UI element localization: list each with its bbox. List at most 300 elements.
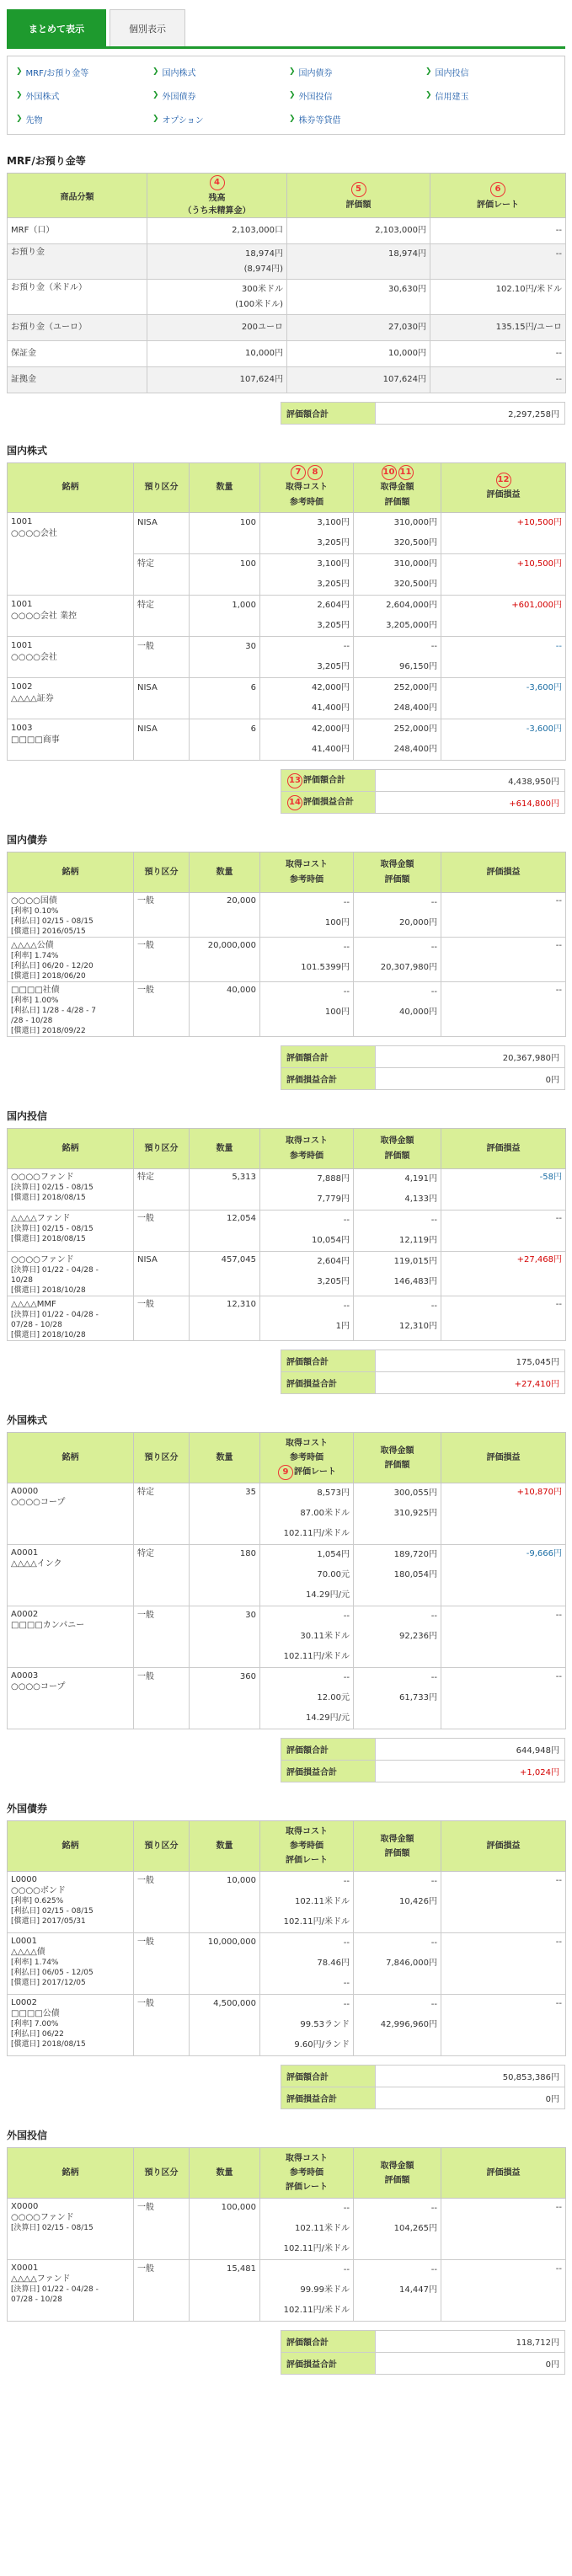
multi-value	[357, 1296, 437, 1337]
quantity: 20,000	[190, 893, 260, 938]
chevron-right-icon: ❯	[425, 67, 432, 76]
security-title[interactable]: ○○○○ボンド	[11, 1886, 66, 1895]
security-title[interactable]: △△△△ファンド	[11, 2274, 71, 2284]
summary-row	[281, 1372, 565, 1394]
value-line: 104,265円	[393, 2224, 437, 2233]
security-title[interactable]: ○○○○会社	[11, 529, 57, 538]
value-line: 42,996,960円	[380, 2020, 437, 2029]
balance: 10,000円	[245, 349, 283, 358]
menu-link[interactable]	[152, 63, 289, 80]
summary-label-text: 評価損益合計	[286, 1380, 337, 1389]
value-line: --	[343, 642, 350, 651]
multi-value	[357, 1606, 437, 1647]
cost-cell	[260, 938, 354, 982]
value-line: 87.00米ドル	[300, 1509, 350, 1518]
table-row	[8, 244, 566, 280]
summary-label-text: 評価額合計	[286, 2073, 329, 2082]
summary-label-text: 評価損益合計	[286, 2360, 337, 2370]
security-code: A0000	[11, 1487, 39, 1496]
security-name	[8, 1169, 134, 1211]
table-row	[8, 1296, 566, 1341]
account-type: NISA	[134, 1252, 190, 1296]
header-text: 参考時価	[290, 498, 323, 507]
chevron-right-icon: ❯	[289, 67, 296, 76]
header-cell	[260, 463, 354, 513]
multi-value	[357, 1252, 437, 1292]
security-title[interactable]: ○○○○ファンド	[11, 1173, 74, 1182]
value-line: 310,000円	[393, 518, 437, 527]
menu-link-label: 外国投信	[298, 92, 333, 102]
value-line: 20,307,980円	[380, 963, 437, 972]
multi-value	[357, 2199, 437, 2239]
summary-label	[281, 2087, 376, 2109]
value-line: 96,150円	[399, 662, 437, 671]
amount-cell	[354, 1872, 441, 1933]
value-line: 3,205,000円	[386, 621, 437, 630]
header-cell	[134, 852, 190, 893]
security-title[interactable]: ○○○○国債	[11, 896, 57, 906]
account-type: 特定	[134, 1169, 190, 1211]
header-cell	[441, 852, 566, 893]
multi-value	[264, 1872, 350, 1932]
security-name	[8, 637, 134, 678]
value-line: --	[343, 1938, 350, 1948]
value-line: 40,000円	[399, 1007, 437, 1017]
profit-loss: --	[441, 1211, 566, 1252]
security-title[interactable]: △△△△インク	[11, 1559, 62, 1569]
profit-loss: --	[441, 1296, 566, 1341]
security-title[interactable]: ○○○○ファンド	[11, 1255, 74, 1264]
summary-label	[281, 1761, 376, 1782]
summary-value: +1,024円	[376, 1761, 565, 1782]
security-detail: [利率] 7.00%	[11, 2020, 59, 2028]
value-line: --	[343, 898, 350, 907]
quantity: 20,000,000	[190, 938, 260, 982]
mrf-title: MRF/お預り金等	[7, 155, 86, 167]
value-line: 14.29円/元	[306, 1713, 350, 1723]
multi-value	[264, 1606, 350, 1667]
security-name	[8, 1995, 134, 2056]
profit-loss: --	[441, 982, 566, 1037]
value-line: 300,055円	[393, 1488, 437, 1498]
value-line: 3,100円	[317, 559, 350, 569]
profit-loss: +10,500円	[441, 513, 566, 554]
security-code: L0000	[11, 1875, 38, 1884]
quantity: 457,045	[190, 1252, 260, 1296]
value-line: --	[343, 1877, 350, 1886]
value-line: 3,100円	[317, 518, 350, 527]
value-line: 102.11円/米ドル	[283, 1652, 350, 1661]
header-cell	[354, 463, 441, 513]
account-type: 一般	[134, 1296, 190, 1341]
rate: --	[430, 244, 566, 280]
value-line: 41,400円	[312, 703, 350, 713]
value-line: --	[343, 1979, 350, 1988]
product-name: 証拠金	[8, 367, 147, 393]
security-detail: [償還日] 2018/10/28	[11, 1286, 86, 1295]
menu-link-label: 国内債券	[298, 68, 333, 78]
security-name	[8, 1668, 134, 1729]
value-line: 310,000円	[393, 559, 437, 569]
security-detail: [償還日] 2018/09/22	[11, 1027, 86, 1035]
header-text: 預り区分	[144, 483, 179, 492]
summary-table	[281, 1349, 565, 1394]
value-line: 61,733円	[399, 1693, 437, 1702]
security-name	[8, 513, 134, 596]
header-text: 評価損益	[486, 867, 521, 877]
value-line: 7,846,000円	[386, 1959, 437, 1968]
amount-cell	[354, 1483, 441, 1545]
cost-cell	[260, 1483, 354, 1545]
value-line: 14,447円	[399, 2285, 437, 2295]
value-line: 42,000円	[312, 724, 350, 734]
security-detail: 10/28	[11, 1276, 33, 1285]
multi-value	[357, 1169, 437, 1210]
quantity: 40,000	[190, 982, 260, 1037]
security-name	[8, 1872, 134, 1933]
summary-label-text: 評価損益合計	[286, 1076, 337, 1085]
value-line: 248,400円	[393, 703, 437, 713]
balance: 107,624円	[239, 375, 283, 384]
cost-cell	[260, 1872, 354, 1933]
multi-value	[264, 678, 350, 719]
quantity: 30	[190, 1606, 260, 1668]
annotation-marker: 5	[351, 182, 366, 197]
security-detail: [決算日] 01/22 - 04/28 -	[11, 1311, 99, 1319]
amount-cell	[354, 678, 441, 719]
security-detail: [決算日] 02/15 - 08/15	[11, 2224, 94, 2232]
security-title[interactable]: △△△△MMF	[11, 1300, 56, 1309]
header-cell	[190, 852, 260, 893]
value-line: 3,205円	[317, 580, 350, 589]
menu-link[interactable]	[289, 110, 425, 127]
multi-value	[264, 637, 350, 677]
menu-link-label: 信用建玉	[435, 92, 469, 102]
value-line: 4,133円	[404, 1194, 437, 1204]
menu-link[interactable]	[16, 87, 152, 104]
balance: 300米ドル	[241, 285, 283, 294]
header-cell: 商品分類	[8, 174, 147, 218]
menu-link-label: 外国債券	[162, 92, 196, 102]
amount-cell	[354, 982, 441, 1037]
security-name	[8, 1252, 134, 1296]
valuation: 18,974円	[287, 244, 430, 280]
security-detail: [利率] 1.74%	[11, 1959, 59, 1967]
profit-loss: --	[441, 2199, 566, 2260]
header-text: 取得コスト	[286, 1827, 328, 1836]
summary-value: 0円	[376, 2087, 565, 2109]
value-line: --	[430, 642, 437, 651]
product-name: 保証金	[8, 341, 147, 367]
amount-cell	[354, 1995, 441, 2056]
summary-label	[281, 1350, 376, 1372]
table-row	[8, 513, 566, 554]
security-detail: [利払日] 06/05 - 12/05	[11, 1969, 94, 1977]
summary-row	[281, 1350, 565, 1372]
menu-link[interactable]	[16, 63, 152, 80]
security-name	[8, 678, 134, 719]
domestic-bond-title: 国内債券	[7, 834, 48, 846]
account-type: 一般	[134, 893, 190, 938]
product-menu	[7, 56, 565, 135]
security-title[interactable]: ○○○○コープ	[11, 1682, 66, 1692]
summary-label	[281, 770, 376, 792]
security-detail: [決算日] 02/15 - 08/15	[11, 1225, 94, 1233]
header-cell	[354, 2148, 441, 2199]
summary-label-text: 評価額合計	[303, 776, 345, 785]
tab-individual[interactable]: 個別表示	[110, 9, 185, 46]
security-title[interactable]: □□□□カンパニー	[11, 1621, 85, 1630]
header-text: 銘柄	[61, 2168, 79, 2178]
annotation-marker: 6	[490, 182, 505, 197]
value-line: --	[343, 987, 350, 997]
summary-row	[281, 403, 565, 425]
cost-cell	[260, 637, 354, 678]
profit-loss: +27,468円	[441, 1252, 566, 1296]
security-title[interactable]: △△△△公債	[11, 941, 54, 950]
valuation: 107,624円	[287, 367, 430, 393]
summary-table	[281, 1045, 565, 1090]
product-name: お預り金（ユーロ）	[8, 315, 147, 341]
menu-link[interactable]	[152, 87, 289, 104]
value-line: --	[430, 2204, 437, 2213]
header-cell	[260, 1433, 354, 1483]
security-detail: [決算日] 01/22 - 04/28 -	[11, 2285, 99, 2294]
security-title[interactable]: ○○○○コープ	[11, 1498, 66, 1507]
value-line: 99.99米ドル	[300, 2285, 350, 2295]
multi-value	[264, 1995, 350, 2055]
security-detail: [利払日] 06/20 - 12/20	[11, 962, 94, 970]
multi-value	[264, 596, 350, 636]
security-code: 1001	[11, 517, 33, 526]
security-detail: 07/28 - 10/28	[11, 1321, 62, 1329]
annotation-marker: 8	[307, 465, 323, 480]
header-text: 評価額	[384, 2175, 410, 2185]
quantity: 12,054	[190, 1211, 260, 1252]
summary-value: 2,297,258円	[376, 403, 565, 425]
value-line: 9.60円/ランド	[294, 2040, 350, 2050]
value-line: --	[430, 1216, 437, 1225]
amount-cell	[354, 719, 441, 761]
header-cell	[147, 174, 287, 218]
header-text: 数量	[216, 1453, 233, 1462]
cost-cell	[260, 1296, 354, 1341]
multi-value	[264, 1296, 350, 1337]
security-title[interactable]: ○○○○ファンド	[11, 2213, 74, 2222]
quantity: 6	[190, 678, 260, 719]
cost-cell	[260, 1933, 354, 1995]
header-text: 数量	[216, 1143, 233, 1153]
table-header	[8, 1129, 566, 1169]
header-text: 取得金額	[380, 1446, 414, 1456]
multi-value	[264, 1169, 350, 1210]
amount-cell	[354, 1296, 441, 1341]
value-line: --	[430, 1673, 437, 1682]
header-cell	[190, 2148, 260, 2199]
header-text: 取得金額	[380, 483, 414, 492]
value-line: 1,054円	[317, 1550, 350, 1559]
value-line: 99.53ランド	[300, 2020, 350, 2029]
menu-link[interactable]	[289, 87, 425, 104]
domestic-stock-title: 国内株式	[7, 445, 48, 457]
security-title[interactable]: □□□□社債	[11, 986, 60, 995]
cost-cell	[260, 678, 354, 719]
header-cell	[134, 1433, 190, 1483]
value-line: 30.11米ドル	[300, 1632, 350, 1641]
security-title[interactable]: △△△△証券	[11, 694, 54, 703]
value-line: --	[343, 1611, 350, 1621]
foreign-fund-table	[7, 2147, 566, 2322]
value-line: 3,205円	[317, 1277, 350, 1286]
menu-link[interactable]	[16, 110, 152, 127]
summary-value: 118,712円	[376, 2331, 565, 2353]
security-title[interactable]: △△△△債	[11, 1948, 45, 1957]
amount-cell	[354, 1933, 441, 1995]
security-detail: [利率] 0.625%	[11, 1897, 64, 1905]
annotation-marker: 9	[278, 1465, 293, 1480]
menu-link[interactable]	[425, 87, 562, 104]
header-cell	[134, 2148, 190, 2199]
balance: 200ユーロ	[241, 323, 283, 332]
balance: 2,103,000口	[232, 226, 283, 235]
header-text: 評価額	[384, 1848, 410, 1858]
value-line: 320,500円	[393, 580, 437, 589]
account-type: 一般	[134, 1211, 190, 1252]
value-line: 310,925円	[393, 1509, 437, 1518]
security-detail: 07/28 - 10/28	[11, 2295, 62, 2304]
multi-value	[357, 513, 437, 553]
summary-label-text: 評価損益合計	[303, 798, 354, 807]
header-cell	[8, 2148, 134, 2199]
account-type: 一般	[134, 1872, 190, 1933]
security-detail: [利払日] 06/22	[11, 2030, 64, 2039]
account-type: NISA	[134, 678, 190, 719]
profit-loss: --	[441, 1668, 566, 1729]
value-line: --	[430, 1938, 437, 1948]
multi-value	[264, 1211, 350, 1251]
security-title[interactable]: □□□□商事	[11, 735, 60, 745]
security-name	[8, 1211, 134, 1252]
security-name	[8, 938, 134, 982]
security-title[interactable]: □□□□公債	[11, 2009, 60, 2018]
multi-value	[357, 1483, 437, 1524]
value-line: 14.29円/元	[306, 1590, 350, 1600]
security-name	[8, 893, 134, 938]
header-cell	[441, 463, 566, 513]
multi-value	[357, 637, 437, 677]
header-text: 評価損益	[486, 490, 521, 500]
header-cell	[8, 1129, 134, 1169]
value-line: --	[430, 1611, 437, 1621]
value-line: --	[430, 1877, 437, 1886]
table-row	[8, 637, 566, 678]
summary-label	[281, 2066, 376, 2087]
menu-link-label: 国内株式	[162, 68, 196, 78]
balance-cell	[147, 244, 287, 280]
quantity: 1,000	[190, 596, 260, 637]
cost-cell	[260, 719, 354, 761]
header-text: 評価額	[345, 200, 372, 210]
summary-table	[281, 402, 565, 425]
value-line: --	[343, 943, 350, 952]
value-line: 7,888円	[317, 1174, 350, 1184]
product-name: MRF（口）	[8, 218, 147, 244]
balance-cell	[147, 341, 287, 367]
tab-summary[interactable]: まとめて表示	[7, 9, 106, 46]
header-text: 銘柄	[61, 1143, 79, 1153]
amount-cell	[354, 1545, 441, 1606]
quantity: 180	[190, 1545, 260, 1606]
menu-link-label: 株券等貸借	[298, 115, 341, 126]
header-text: 評価損益	[486, 1143, 521, 1153]
menu-link[interactable]	[152, 110, 289, 127]
account-type: 特定	[134, 596, 190, 637]
header-text: 参考時価	[290, 874, 323, 884]
summary-value: 20,367,980円	[376, 1046, 565, 1068]
header-text: 取得コスト	[286, 859, 328, 869]
amount-cell	[354, 637, 441, 678]
value-line: 12.00元	[317, 1693, 350, 1702]
account-type: 特定	[134, 1483, 190, 1545]
quantity: 360	[190, 1668, 260, 1729]
profit-loss: --	[441, 2260, 566, 2322]
menu-link[interactable]	[425, 63, 562, 80]
security-name	[8, 1545, 134, 1606]
table-row	[8, 1252, 566, 1296]
table-row	[8, 1483, 566, 1545]
value-line: --	[430, 2265, 437, 2274]
security-title[interactable]: ○○○○会社	[11, 653, 57, 662]
security-title[interactable]: △△△△ファンド	[11, 1214, 71, 1223]
value-line: 10,054円	[312, 1236, 350, 1245]
security-name	[8, 1933, 134, 1995]
table-row	[8, 1606, 566, 1668]
value-line: 100円	[324, 1007, 350, 1017]
domestic-stock-table	[7, 462, 566, 761]
security-title[interactable]: ○○○○会社 業控	[11, 612, 78, 621]
security-code: 1001	[11, 600, 33, 609]
cost-cell	[260, 982, 354, 1037]
chevron-right-icon: ❯	[16, 91, 23, 99]
summary-label	[281, 1046, 376, 1068]
amount-cell	[354, 554, 441, 596]
value-line: 252,000円	[393, 683, 437, 692]
header-cell	[134, 1129, 190, 1169]
cost-cell	[260, 893, 354, 938]
cost-cell	[260, 1211, 354, 1252]
menu-link-label: 外国株式	[25, 92, 60, 102]
rate: 135.15円/ユーロ	[430, 315, 566, 341]
value-line: 102.11円/米ドル	[283, 2306, 350, 2315]
chevron-right-icon: ❯	[152, 91, 159, 99]
profit-loss: --	[441, 938, 566, 982]
rate: 102.10円/米ドル	[430, 280, 566, 315]
security-name	[8, 1483, 134, 1545]
multi-value	[357, 678, 437, 719]
security-detail: [償還日] 2016/05/15	[11, 927, 86, 936]
menu-link[interactable]	[289, 63, 425, 80]
profit-loss: --	[441, 1872, 566, 1933]
multi-value	[357, 2260, 437, 2301]
header-text: 評価額	[384, 498, 410, 507]
table-row	[8, 341, 566, 367]
security-code: A0002	[11, 1610, 39, 1619]
header-text: 預り区分	[144, 2168, 179, 2178]
cost-cell	[260, 1668, 354, 1729]
value-line: --	[343, 1216, 350, 1225]
header-cell	[441, 1129, 566, 1169]
amount-cell	[354, 2199, 441, 2260]
